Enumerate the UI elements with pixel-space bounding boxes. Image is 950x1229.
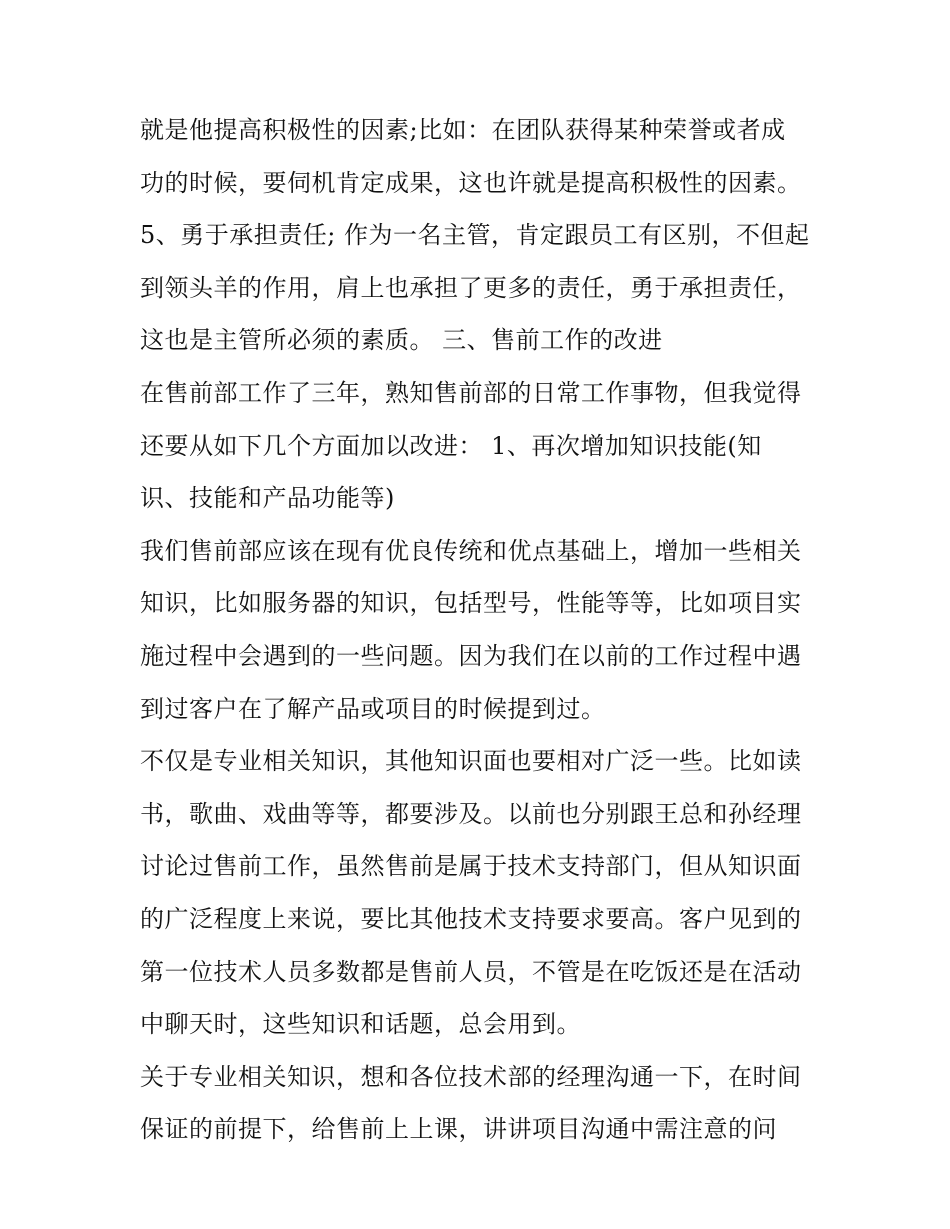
text-line: 保证的前提下，给售前上上课，讲讲项目沟通中需注意的问 bbox=[140, 1115, 777, 1144]
text-line: 到领头羊的作用，肩上也承担了更多的责任，勇于承担责任， bbox=[140, 273, 802, 302]
text-line: 施过程中会遇到的一些问题。因为我们在以前的工作过程中遇 bbox=[140, 641, 802, 670]
text-line: 还要从如下几个方面加以改进： 1、再次增加知识技能(知 bbox=[140, 431, 762, 460]
text-line: 书，歌曲、戏曲等等，都要涉及。以前也分别跟王总和孙经理 bbox=[140, 799, 802, 828]
text-line: 识、技能和产品功能等) bbox=[140, 484, 395, 513]
text-line: 中聊天时，这些知识和话题，总会用到。 bbox=[140, 1010, 581, 1039]
text-line: 功的时候，要伺机肯定成果，这也许就是提高积极性的因素。 bbox=[140, 168, 802, 197]
text-line: 这也是主管所必须的素质。 三、售前工作的改进 bbox=[140, 326, 663, 355]
text-line: 的广泛程度上来说，要比其他技术支持要求要高。客户见到的 bbox=[140, 904, 802, 933]
text-line: 我们售前部应该在现有优良传统和优点基础上，增加一些相关 bbox=[140, 536, 802, 565]
text-line: 讨论过售前工作，虽然售前是属于技术支持部门，但从知识面 bbox=[140, 852, 802, 881]
body-text bbox=[140, 104, 830, 1156]
text-line: 到过客户在了解产品或项目的时候提到过。 bbox=[140, 694, 606, 723]
text-line: 第一位技术人员多数都是售前人员，不管是在吃饭还是在活动 bbox=[140, 957, 802, 986]
text-line: 5、勇于承担责任; 作为一名主管，肯定跟员工有区别，不但起 bbox=[140, 221, 810, 250]
text-line: 在售前部工作了三年，熟知售前部的日常工作事物，但我觉得 bbox=[140, 378, 802, 407]
text-line: 知识，比如服务器的知识，包括型号，性能等等，比如项目实 bbox=[140, 589, 802, 618]
text-line: 关于专业相关知识，想和各位技术部的经理沟通一下，在时间 bbox=[140, 1062, 802, 1091]
text-line: 就是他提高积极性的因素;比如：在团队获得某种荣誉或者成 bbox=[140, 116, 786, 144]
text-line: 不仅是专业相关知识，其他知识面也要相对广泛一些。比如读 bbox=[140, 747, 802, 776]
